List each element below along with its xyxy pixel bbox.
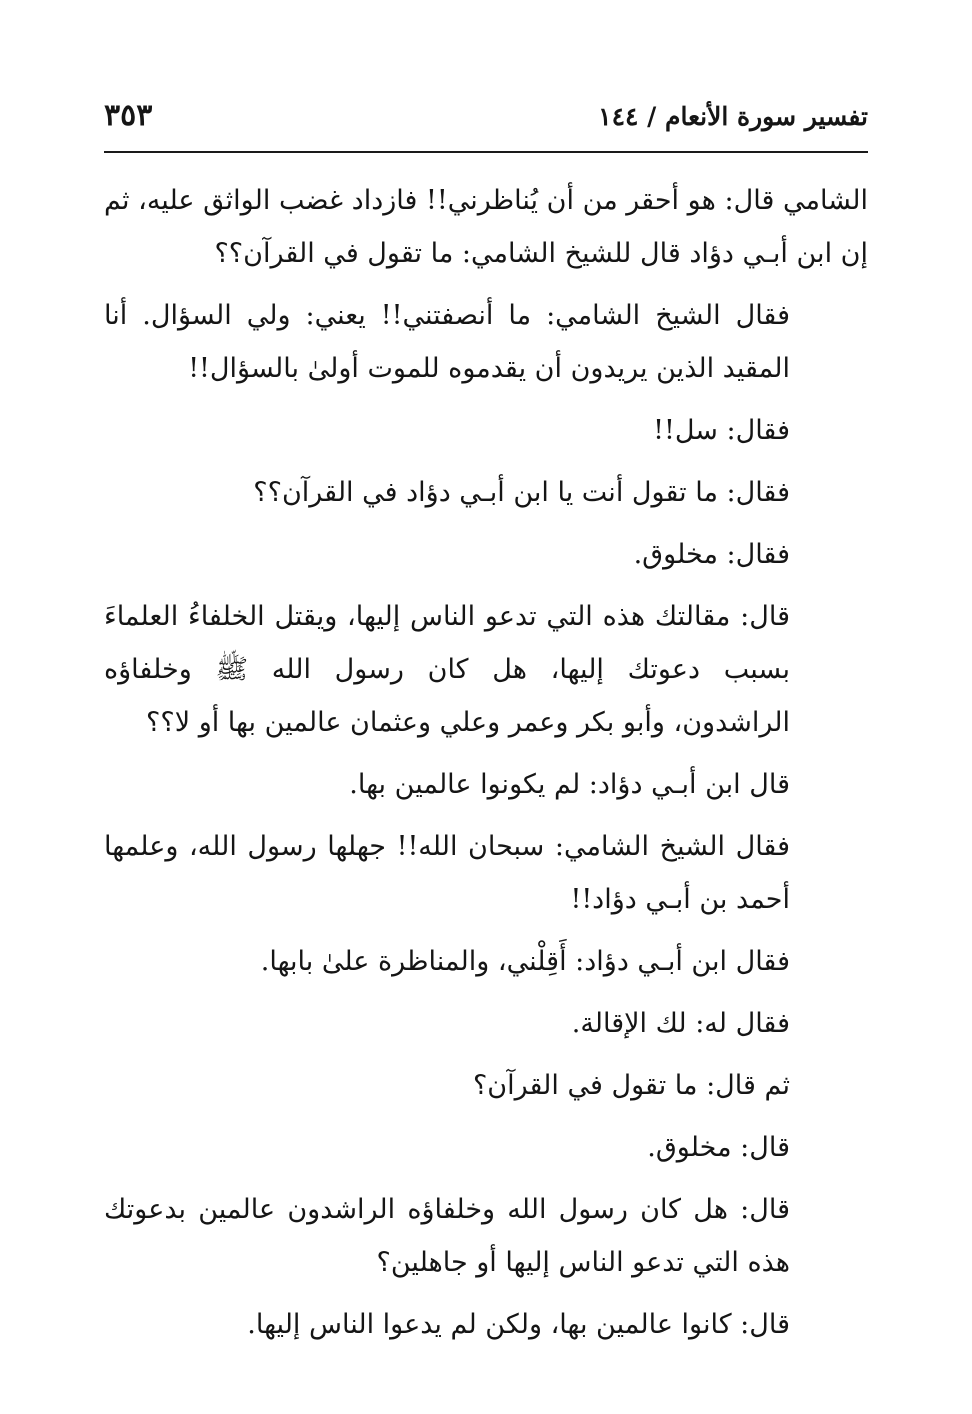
paragraph: فقال: ما تقول أنت يا ابن أبـي دؤاد في القرآن؟؟ [253, 477, 790, 508]
paragraph: قال: هل كان رسول الله وخلفاؤه الراشدون عالمين بدعوتك هذه التي تدعو الناس إليها أو جاهلين؟ [104, 1194, 790, 1278]
paragraph: ثم قال: ما تقول في القرآن؟ [472, 1070, 790, 1101]
body-text [104, 174, 868, 1360]
paragraph: فقال: سل!! [653, 415, 790, 446]
paragraph: قال: كانوا عالمين بها، ولكن لم يدعوا الناس إليها. [247, 1309, 790, 1340]
header-divider [104, 151, 868, 153]
paragraph: قال: مخلوق. [647, 1132, 790, 1163]
paragraph: فقال: مخلوق. [633, 539, 790, 570]
running-header [104, 96, 868, 152]
paragraph: فقال الشيخ الشامي: سبحان الله!! جهلها رسول الله، وعلمها أحمد بن أبـي دؤاد!! [104, 831, 790, 915]
paragraph: فقال الشيخ الشامي: ما أنصفتني!! يعني: ولي السؤال. أنا المقيد الذين يريدون أن يقدموه للموت أولىٰ بالسؤال!! [104, 300, 790, 384]
paragraph: فقال له: لك الإقالة. [571, 1008, 790, 1039]
header-title: تفسير سورة الأنعام / ١٤٤ [598, 102, 868, 131]
paragraph: قال ابن أبـي دؤاد: لم يكونوا عالمين بها. [349, 769, 790, 800]
paragraph: قال: مقالتك هذه التي تدعو الناس إليها، ويقتل الخلفاءُ العلماءَ بسبب دعوتك إليها، هل كان رسول الله ﷺ وخلفاؤه الراشدون، وأبو بكر وعمر وعلي وعثمان عالمين بها أو لا؟؟ [104, 601, 790, 738]
page-number: ٣٥٣ [104, 98, 153, 133]
paragraph: فقال ابن أبـي دؤاد: أَقِلْني، والمناظرة علىٰ بابها. [260, 946, 790, 977]
paragraph: الشامي قال: هو أحقر من أن يُناظرني!! فازداد غضب الواثق عليه، ثم إن ابن أبـي دؤاد قال للشيخ الشامي: ما تقول في القرآن؟؟ [104, 185, 868, 269]
